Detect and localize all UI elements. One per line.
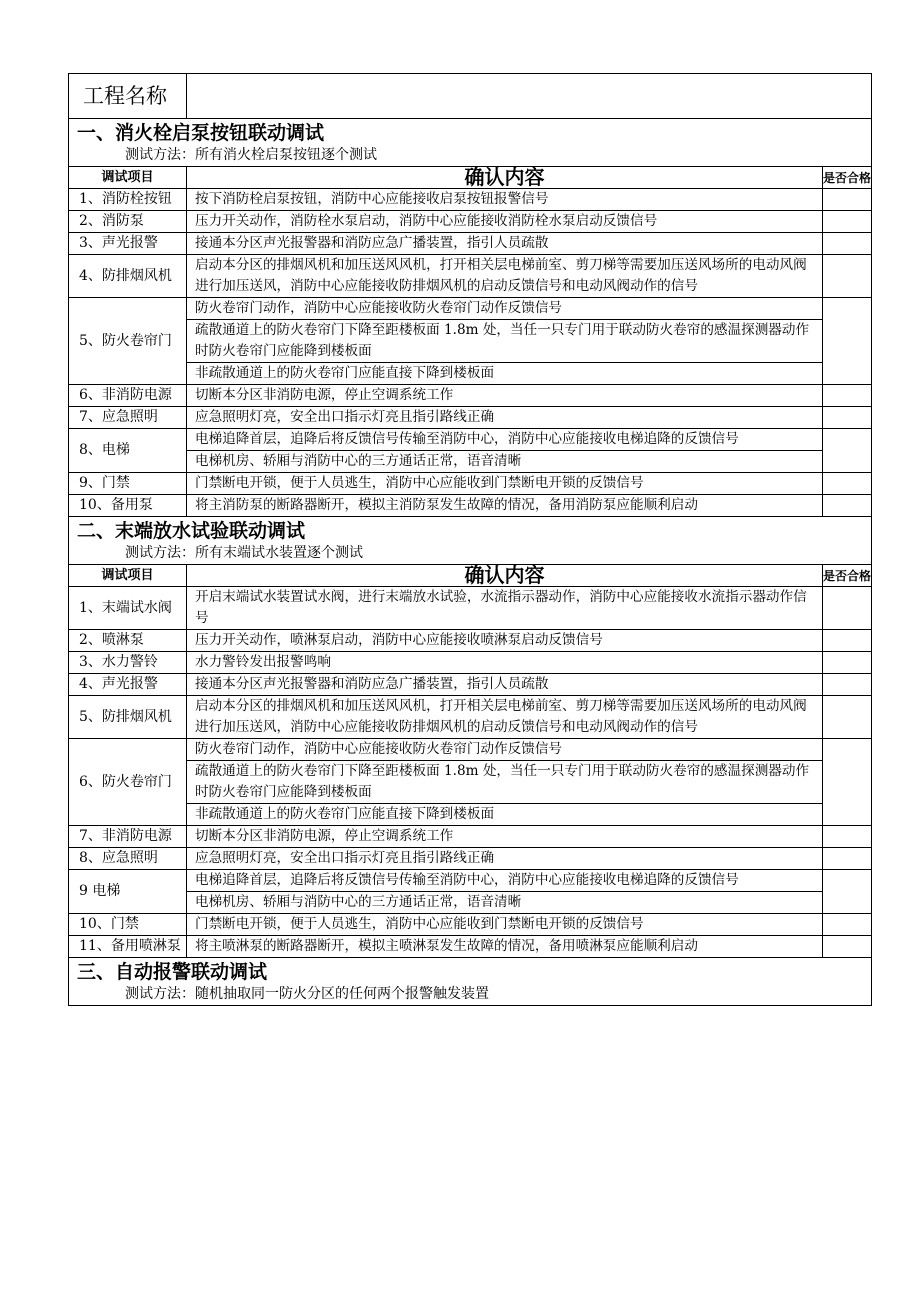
- test-item: 8、应急照明: [69, 848, 187, 870]
- confirm-content: 接通本分区声光报警器和消防应急广播装置，指引人员疏散: [187, 674, 823, 696]
- pass-checkbox-cell[interactable]: [823, 495, 872, 517]
- confirm-content: 启动本分区的排烟风机和加压送风风机，打开相关层电梯前室、剪刀梯等需要加压送风场所的电动风阀进行加压送风，消防中心应能接收防排烟风机的启动反馈信号和电动风阀动作的信号: [187, 255, 823, 298]
- project-name-row: [69, 74, 872, 119]
- confirm-content: 将主消防泵的断路器断开，模拟主消防泵发生故障的情况，备用消防泵应能顺利启动: [187, 495, 823, 517]
- confirm-content: 应急照明灯亮，安全出口指示灯亮且指引路线正确: [187, 407, 823, 429]
- pass-checkbox-cell[interactable]: [823, 936, 872, 958]
- table-row: [69, 936, 872, 958]
- confirm-content: 按下消防栓启泵按钮，消防中心应能接收启泵按钮报警信号: [187, 189, 823, 211]
- test-item: 9、门禁: [69, 473, 187, 495]
- pass-checkbox-cell[interactable]: [823, 870, 872, 914]
- section-title: 二、末端放水试验联动调试: [77, 520, 306, 542]
- column-header-row: [69, 565, 872, 587]
- test-item: 9 电梯: [69, 870, 187, 914]
- table-row: [69, 473, 872, 495]
- pass-checkbox-cell[interactable]: [823, 652, 872, 674]
- header-content: 确认内容: [187, 565, 823, 587]
- pass-checkbox-cell[interactable]: [823, 473, 872, 495]
- pass-checkbox-cell[interactable]: [823, 739, 872, 826]
- table-row: [69, 804, 872, 826]
- confirm-content: 开启末端试水装置试水阀，进行末端放水试验，水流指示器动作，消防中心应能接收水流指示器动作信号: [187, 587, 823, 630]
- table-row: [69, 630, 872, 652]
- test-item: 2、喷淋泵: [69, 630, 187, 652]
- confirm-content: 防火卷帘门动作，消防中心应能接收防火卷帘门动作反馈信号: [187, 739, 823, 761]
- table-row: [69, 211, 872, 233]
- header-pass: 是否合格: [823, 565, 872, 587]
- test-item: 4、防排烟风机: [69, 255, 187, 298]
- test-item: 3、水力警铃: [69, 652, 187, 674]
- table-row: [69, 848, 872, 870]
- test-method: 测试方法：随机抽取同一防火分区的任何两个报警触发装置: [125, 986, 489, 1002]
- confirm-content: 压力开关动作，消防栓水泵启动，消防中心应能接收消防栓水泵启动反馈信号: [187, 211, 823, 233]
- confirm-content: 门禁断电开锁，便于人员逃生，消防中心应能收到门禁断电开锁的反馈信号: [187, 914, 823, 936]
- section-cell: [69, 517, 872, 565]
- section-cell: [69, 119, 872, 167]
- confirm-content: 压力开关动作，喷淋泵启动，消防中心应能接收喷淋泵启动反馈信号: [187, 630, 823, 652]
- section-row: [69, 517, 872, 565]
- pass-checkbox-cell[interactable]: [823, 429, 872, 473]
- pass-checkbox-cell[interactable]: [823, 233, 872, 255]
- confirm-content: 疏散通道上的防火卷帘门下降至距楼板面 1.8m 处，当任一只专门用于联动防火卷帘的感温探测器动作时防火卷帘门应能降到楼板面: [187, 320, 823, 363]
- table-row: [69, 914, 872, 936]
- table-row: [69, 696, 872, 739]
- column-header-row: [69, 167, 872, 189]
- test-item: 10、门禁: [69, 914, 187, 936]
- pass-checkbox-cell[interactable]: [823, 211, 872, 233]
- section-cell: [69, 958, 872, 1006]
- pass-checkbox-cell[interactable]: [823, 385, 872, 407]
- confirm-content: 门禁断电开锁，便于人员逃生，消防中心应能收到门禁断电开锁的反馈信号: [187, 473, 823, 495]
- test-method: 测试方法：所有末端试水装置逐个测试: [125, 545, 363, 561]
- pass-checkbox-cell[interactable]: [823, 189, 872, 211]
- header-pass: 是否合格: [823, 167, 872, 189]
- table-row: [69, 429, 872, 451]
- table-row: [69, 320, 872, 363]
- confirm-content: 电梯机房、轿厢与消防中心的三方通话正常，语音清晰: [187, 451, 823, 473]
- test-item: 4、声光报警: [69, 674, 187, 696]
- test-item: 10、备用泵: [69, 495, 187, 517]
- test-item: 7、应急照明: [69, 407, 187, 429]
- pass-checkbox-cell[interactable]: [823, 696, 872, 739]
- pass-checkbox-cell[interactable]: [823, 298, 872, 385]
- confirm-content: 电梯追降首层，追降后将反馈信号传输至消防中心，消防中心应能接收电梯追降的反馈信号: [187, 870, 823, 892]
- test-item: 5、防排烟风机: [69, 696, 187, 739]
- test-item: 1、消防栓按钮: [69, 189, 187, 211]
- pass-checkbox-cell[interactable]: [823, 914, 872, 936]
- confirm-content: 电梯机房、轿厢与消防中心的三方通话正常，语音清晰: [187, 892, 823, 914]
- inspection-table: [68, 73, 872, 1006]
- header-item: 调试项目: [69, 565, 187, 587]
- header-item: 调试项目: [69, 167, 187, 189]
- test-item: 8、电梯: [69, 429, 187, 473]
- table-row: [69, 826, 872, 848]
- confirm-content: 切断本分区非消防电源，停止空调系统工作: [187, 385, 823, 407]
- test-method: 测试方法：所有消火栓启泵按钮逐个测试: [125, 147, 377, 163]
- confirm-content: 非疏散通道上的防火卷帘门应能直接下降到楼板面: [187, 363, 823, 385]
- confirm-content: 接通本分区声光报警器和消防应急广播装置，指引人员疏散: [187, 233, 823, 255]
- table-row: [69, 892, 872, 914]
- header-content: 确认内容: [187, 167, 823, 189]
- confirm-content: 水力警铃发出报警鸣响: [187, 652, 823, 674]
- test-item: 3、声光报警: [69, 233, 187, 255]
- project-name-label: 工程名称: [69, 74, 187, 119]
- table-row: [69, 385, 872, 407]
- table-row: [69, 495, 872, 517]
- inspection-table-body: [69, 74, 872, 1006]
- confirm-content: 非疏散通道上的防火卷帘门应能直接下降到楼板面: [187, 804, 823, 826]
- confirm-content: 启动本分区的排烟风机和加压送风风机，打开相关层电梯前室、剪刀梯等需要加压送风场所的电动风阀进行加压送风，消防中心应能接收防排烟风机的启动反馈信号和电动风阀动作的信号: [187, 696, 823, 739]
- section-title: 一、消火栓启泵按钮联动调试: [77, 122, 325, 144]
- test-item: 5、防火卷帘门: [69, 298, 187, 385]
- table-row: [69, 298, 872, 320]
- table-row: [69, 189, 872, 211]
- table-row: [69, 363, 872, 385]
- table-row: [69, 674, 872, 696]
- pass-checkbox-cell[interactable]: [823, 255, 872, 298]
- test-item: 7、非消防电源: [69, 826, 187, 848]
- section-row: [69, 958, 872, 1006]
- test-item: 1、末端试水阀: [69, 587, 187, 630]
- test-item: 6、非消防电源: [69, 385, 187, 407]
- confirm-content: 防火卷帘门动作，消防中心应能接收防火卷帘门动作反馈信号: [187, 298, 823, 320]
- test-item: 6、防火卷帘门: [69, 739, 187, 826]
- confirm-content: 疏散通道上的防火卷帘门下降至距楼板面 1.8m 处，当任一只专门用于联动防火卷帘的感温探测器动作时防火卷帘门应能降到楼板面: [187, 761, 823, 804]
- table-row: [69, 255, 872, 298]
- table-row: [69, 739, 872, 761]
- test-item: 11、备用喷淋泵: [69, 936, 187, 958]
- pass-checkbox-cell[interactable]: [823, 407, 872, 429]
- confirm-content: 电梯追降首层，追降后将反馈信号传输至消防中心，消防中心应能接收电梯追降的反馈信号: [187, 429, 823, 451]
- confirm-content: 将主喷淋泵的断路器断开，模拟主喷淋泵发生故障的情况，备用喷淋泵应能顺利启动: [187, 936, 823, 958]
- section-title: 三、自动报警联动调试: [77, 961, 268, 983]
- project-name-value[interactable]: [187, 74, 872, 119]
- table-row: [69, 870, 872, 892]
- pass-checkbox-cell[interactable]: [823, 674, 872, 696]
- inspection-document: [68, 73, 871, 1006]
- table-row: [69, 233, 872, 255]
- section-row: [69, 119, 872, 167]
- table-row: [69, 652, 872, 674]
- test-item: 2、消防泵: [69, 211, 187, 233]
- table-row: [69, 761, 872, 804]
- confirm-content: 应急照明灯亮，安全出口指示灯亮且指引路线正确: [187, 848, 823, 870]
- table-row: [69, 587, 872, 630]
- pass-checkbox-cell[interactable]: [823, 848, 872, 870]
- table-row: [69, 407, 872, 429]
- pass-checkbox-cell[interactable]: [823, 826, 872, 848]
- confirm-content: 切断本分区非消防电源，停止空调系统工作: [187, 826, 823, 848]
- pass-checkbox-cell[interactable]: [823, 587, 872, 630]
- pass-checkbox-cell[interactable]: [823, 630, 872, 652]
- table-row: [69, 451, 872, 473]
